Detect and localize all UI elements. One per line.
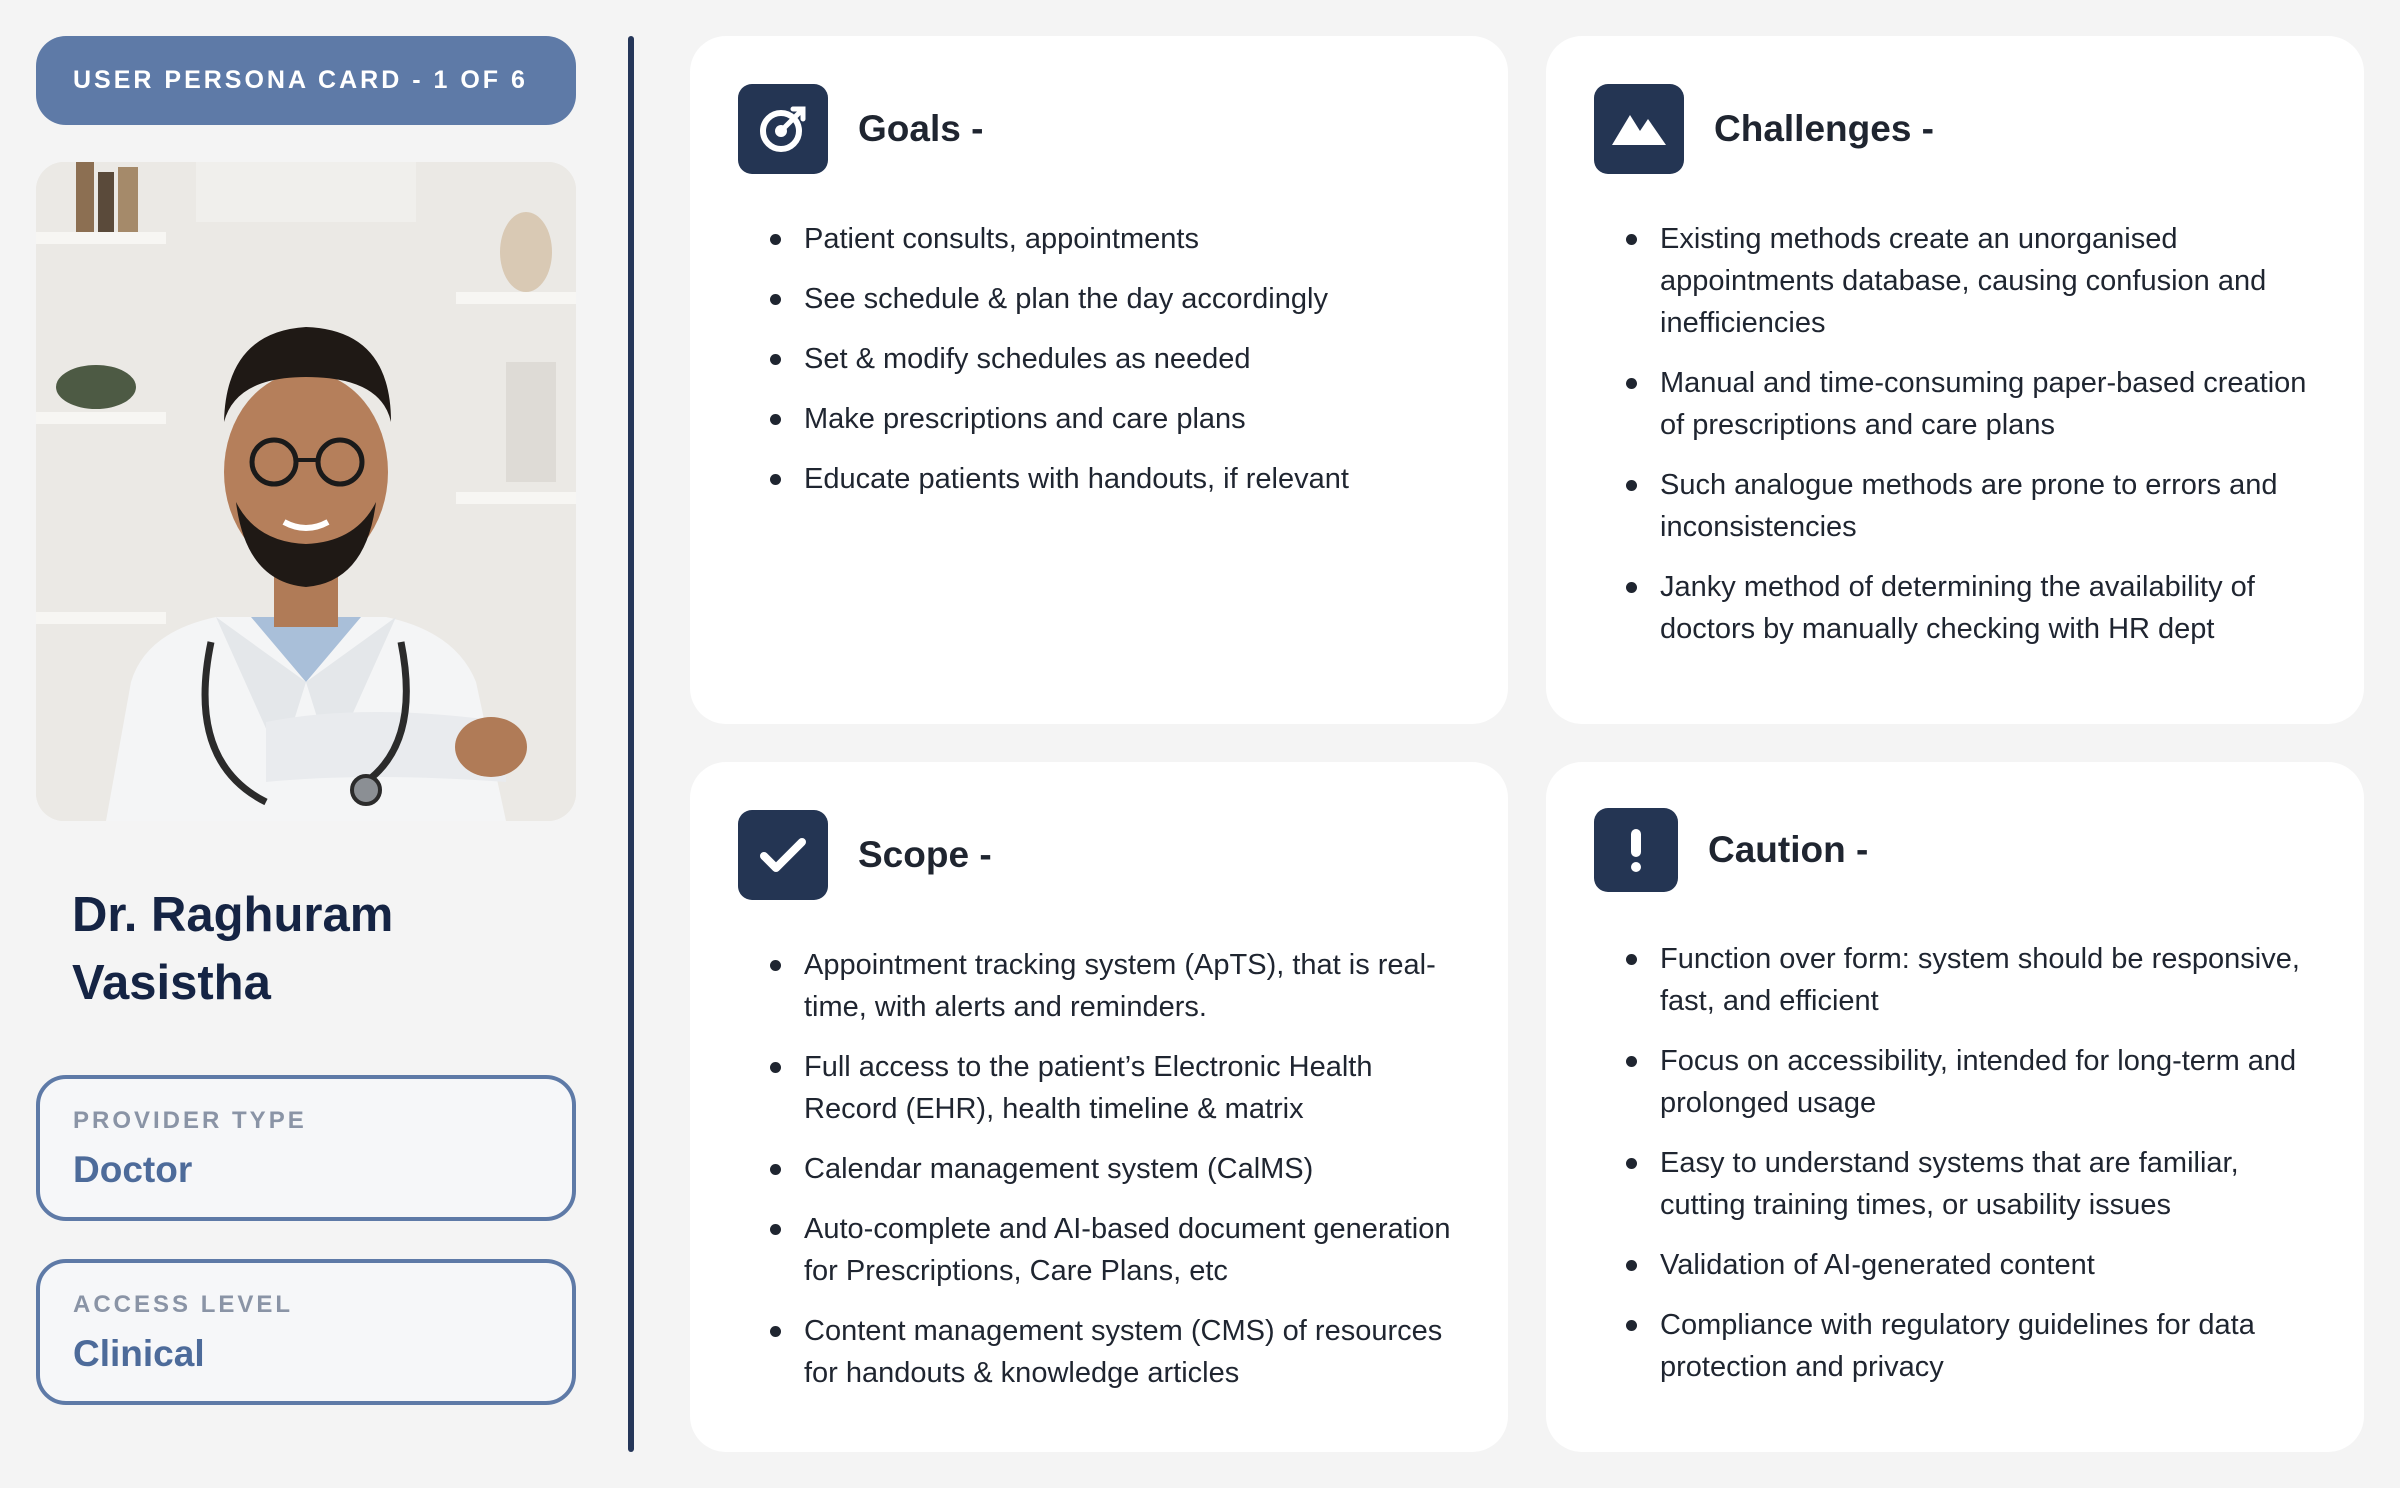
list-item: Educate patients with handouts, if relevant [774,458,1474,500]
list-item: Make prescriptions and care plans [774,398,1474,440]
challenges-header [1594,84,1934,174]
persona-card-badge-label: USER PERSONA CARD - 1 OF 6 [73,66,528,94]
provider-type-box [36,1075,576,1221]
access-level-label: ACCESS LEVEL [73,1291,294,1318]
scope-header [738,810,992,900]
list-item: Content management system (CMS) of resources for handouts & knowledge articles [774,1310,1474,1394]
mountain-icon [1594,84,1684,174]
list-item: Validation of AI-generated content [1630,1244,2310,1286]
challenges-list [1630,218,2310,668]
target-icon [738,84,828,174]
provider-type-label: PROVIDER TYPE [73,1107,307,1134]
list-item: Appointment tracking system (ApTS), that is real-time, with alerts and reminders. [774,944,1474,1028]
list-item: Full access to the patient’s Electronic Health Record (EHR), health timeline & matrix [774,1046,1474,1130]
caution-header [1594,808,1868,892]
list-item: Function over form: system should be responsive, fast, and efficient [1630,938,2310,1022]
scope-list [774,944,1474,1412]
scope-card [690,762,1508,1452]
exclamation-icon [1594,808,1678,892]
list-item: Auto-complete and AI-based document generation for Prescriptions, Care Plans, etc [774,1208,1474,1292]
vertical-divider [628,36,634,1452]
caution-list [1630,938,2310,1406]
persona-photo [36,162,576,821]
goals-card [690,36,1508,724]
challenges-title: Challenges - [1714,108,1934,149]
challenges-card [1546,36,2364,724]
list-item: See schedule & plan the day accordingly [774,278,1474,320]
caution-card [1546,762,2364,1452]
provider-type-value: Doctor [73,1149,193,1190]
persona-name [36,881,576,1017]
access-level-box [36,1259,576,1405]
goals-title: Goals - [858,108,984,149]
doctor-portrait-image [36,162,576,821]
goals-list [774,218,1474,518]
list-item: Compliance with regulatory guidelines for data protection and privacy [1630,1304,2310,1388]
access-level-value: Clinical [73,1333,205,1374]
list-item: Existing methods create an unorganised appointments database, causing confusion and inefficiencies [1630,218,2310,344]
list-item: Janky method of determining the availability of doctors by manually checking with HR dept [1630,566,2310,650]
list-item: Manual and time-consuming paper-based creation of prescriptions and care plans [1630,362,2310,446]
list-item: Easy to understand systems that are familiar, cutting training times, or usability issues [1630,1142,2310,1226]
list-item: Such analogue methods are prone to errors and inconsistencies [1630,464,2310,548]
scope-title: Scope - [858,834,992,875]
list-item: Focus on accessibility, intended for long-term and prolonged usage [1630,1040,2310,1124]
goals-header [738,84,983,174]
list-item: Patient consults, appointments [774,218,1474,260]
persona-sidebar [36,36,576,1405]
list-item: Set & modify schedules as needed [774,338,1474,380]
caution-title: Caution - [1708,829,1869,870]
persona-name-line1: Dr. Raghuram [72,888,394,942]
persona-name-line2: Vasistha [72,956,271,1010]
persona-card-badge [36,36,576,125]
checkmark-icon [738,810,828,900]
list-item: Calendar management system (CalMS) [774,1148,1474,1190]
